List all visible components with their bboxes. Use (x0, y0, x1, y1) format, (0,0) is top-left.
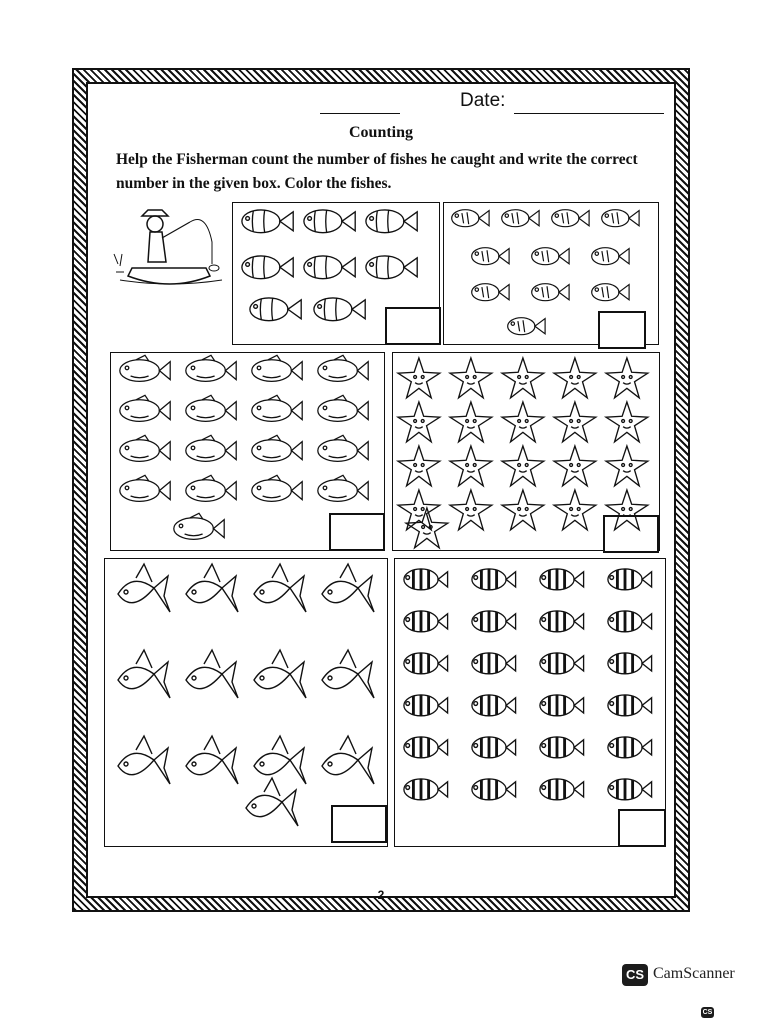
small-fish-icon (552, 210, 589, 227)
angelfish-icon (118, 650, 170, 698)
striped-fish-icon (472, 695, 516, 716)
small-fish-icon (472, 248, 509, 265)
striped-fish-icon (540, 569, 584, 590)
striped-fish-icon (472, 611, 516, 632)
round-fish-icon (252, 435, 302, 461)
starfish-icon (398, 490, 440, 530)
round-fish-icon (186, 355, 236, 381)
starfish-icon (450, 446, 492, 486)
angelfish-icon (254, 736, 306, 784)
angelfish-icon (246, 778, 298, 826)
striped-fish-icon (540, 695, 584, 716)
worksheet-page (72, 68, 690, 912)
round-fish-icon (120, 395, 170, 421)
round-fish-icon (186, 435, 236, 461)
round-fish-icon (120, 435, 170, 461)
small-fish-icon (592, 284, 629, 301)
starfish-icon (398, 402, 440, 442)
angelfish-icon (254, 564, 306, 612)
round-fish-icon (252, 475, 302, 501)
striped-fish-icon (608, 779, 652, 800)
starfish-icon (450, 402, 492, 442)
clownfish-icon (304, 210, 355, 233)
striped-fish-icon (404, 779, 448, 800)
striped-fish-icon (404, 737, 448, 758)
starfish-icon (502, 402, 544, 442)
striped-fish-icon (608, 737, 652, 758)
round-fish-icon (120, 355, 170, 381)
striped-fish-icon (472, 653, 516, 674)
round-fish-icon (318, 435, 368, 461)
worksheet-title: Counting (348, 124, 414, 141)
starfish-icon (554, 490, 596, 530)
starfish-icon (554, 358, 596, 398)
camscanner-name: CamScanner (653, 965, 735, 982)
round-fish-icon (318, 395, 368, 421)
starfish-icon (398, 446, 440, 486)
round-fish-icon (174, 513, 224, 539)
striped-fish-icon (608, 653, 652, 674)
striped-fish-icon (608, 569, 652, 590)
striped-fish-icon (540, 653, 584, 674)
starfish-icon (502, 358, 544, 398)
small-fish-icon (532, 284, 569, 301)
angelfish-icon (186, 650, 238, 698)
clownfish-icon (250, 298, 301, 321)
starfish-icon (450, 358, 492, 398)
striped-fish-icon (472, 779, 516, 800)
page-number: 2 (377, 888, 385, 902)
striped-fish-icon (404, 653, 448, 674)
angelfish-icon (254, 650, 306, 698)
angelfish-icon (118, 564, 170, 612)
clownfish-icon (242, 210, 293, 233)
small-fish-icon (602, 210, 639, 227)
angelfish-icon (118, 736, 170, 784)
starfish-icon (502, 446, 544, 486)
angelfish-icon (322, 564, 374, 612)
striped-fish-icon (540, 611, 584, 632)
starfish-icon (606, 446, 648, 486)
striped-fish-icon (540, 779, 584, 800)
round-fish-icon (252, 355, 302, 381)
camscanner-logo: CS (622, 964, 648, 986)
starfish-icon (606, 402, 648, 442)
clownfish-icon (366, 210, 417, 233)
camscanner-mini-logo: CS (702, 1009, 713, 1016)
striped-fish-icon (472, 737, 516, 758)
round-fish-icon (252, 395, 302, 421)
striped-fish-icon (540, 737, 584, 758)
angelfish-icon (186, 564, 238, 612)
starfish-icon (450, 490, 492, 530)
small-fish-icon (452, 210, 489, 227)
round-fish-icon (318, 475, 368, 501)
angelfish-icon (322, 736, 374, 784)
date-label: Date: (460, 90, 506, 111)
striped-fish-icon (404, 569, 448, 590)
striped-fish-icon (472, 569, 516, 590)
angelfish-icon (186, 736, 238, 784)
angelfish-icon (322, 650, 374, 698)
instructions-text: Help the Fisherman count the number of fishes he caught and write the correct number in the given box. Color the fishes. (116, 151, 638, 192)
striped-fish-icon (608, 695, 652, 716)
striped-fish-icon (404, 611, 448, 632)
starfish-icon (398, 358, 440, 398)
striped-fish-icon (608, 611, 652, 632)
small-fish-icon (472, 284, 509, 301)
round-fish-icon (120, 475, 170, 501)
clownfish-icon (314, 298, 365, 321)
starfish-icon (554, 446, 596, 486)
starfish-icon (606, 490, 648, 530)
striped-fish-icon (404, 695, 448, 716)
round-fish-icon (186, 395, 236, 421)
round-fish-icon (186, 475, 236, 501)
small-fish-icon (532, 248, 569, 265)
small-fish-icon (592, 248, 629, 265)
starfish-icon (606, 358, 648, 398)
starfish-icon (502, 490, 544, 530)
small-fish-icon (508, 318, 545, 335)
clownfish-icon (242, 256, 293, 279)
clownfish-icon (304, 256, 355, 279)
round-fish-icon (318, 355, 368, 381)
small-fish-icon (502, 210, 539, 227)
starfish-icon (554, 402, 596, 442)
clownfish-icon (366, 256, 417, 279)
illustration-layer (72, 68, 690, 912)
